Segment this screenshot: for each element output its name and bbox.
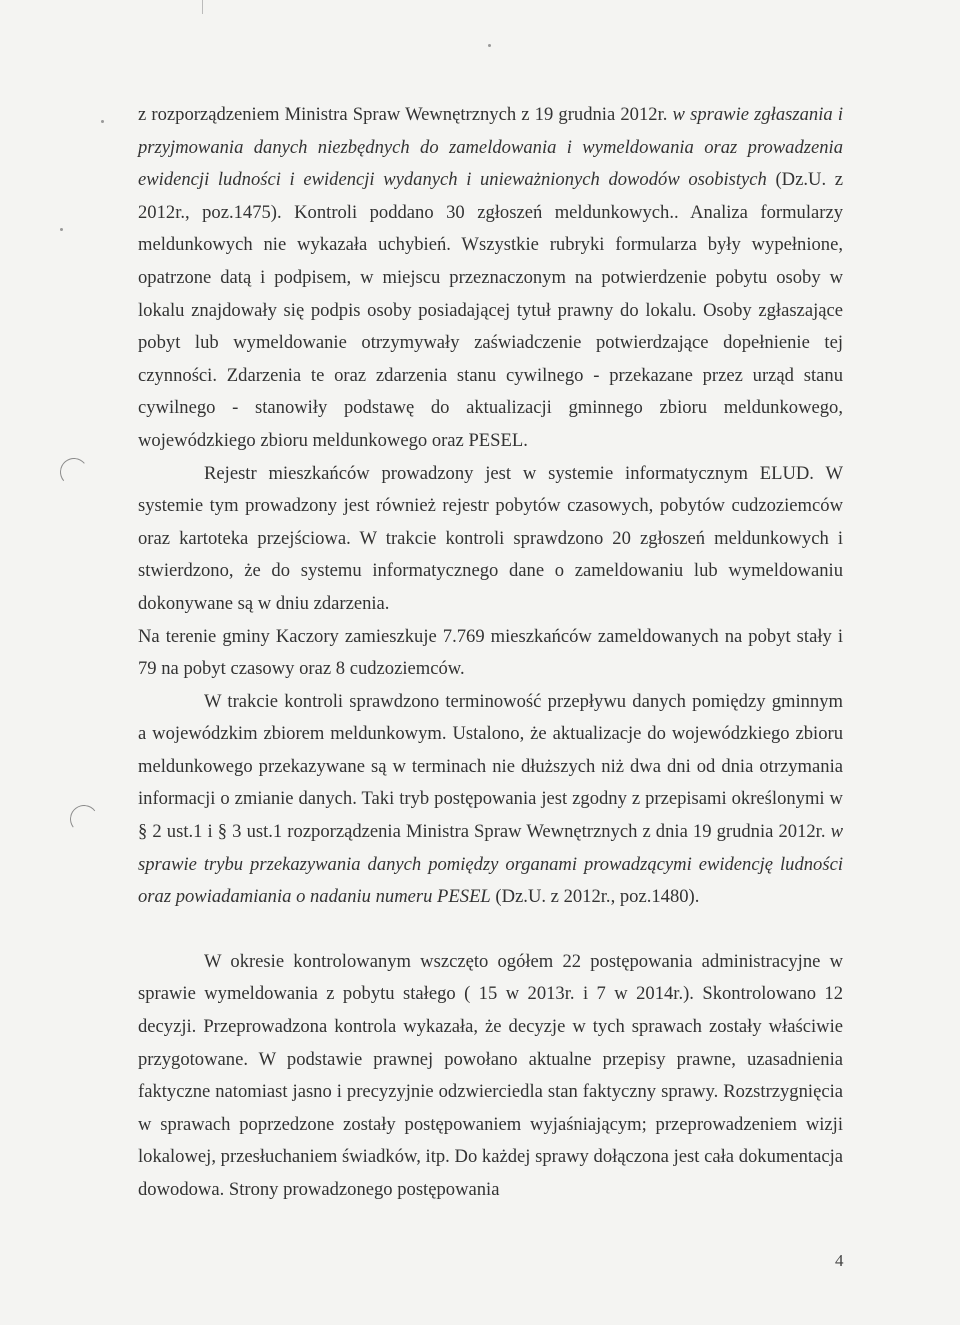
paragraph-text: z rozporządzeniem Ministra Spraw Wewnętrznych z 19 grudnia 2012r.	[138, 104, 673, 125]
paragraph-text: (Dz.U. z 2012r., poz.1475). Kontroli poddano 30 zgłoszeń meldunkowych.. Analiza formularzy meldunkowych nie wykazała uchybień. Wszystkie rubryki formularza były wypełnione, opatrzone datą i podpisem, w miejscu przeznaczonym na potwierdzenie pobytu osoby w lokalu znajdowały się podpis osoby posiadającej tytuł prawny do lokalu. Osoby zgłaszające pobyt lub wymeldowanie otrzymywały zaświadczenie potwierdzające dopełnienie tej czynności. Zdarzenia te oraz zdarzenia stanu cywilnego - przekazane przez urząd stanu cywilnego - stanowiły podstawę do aktualizacji gminnego zbioru meldunkowego, wojewódzkiego zbioru meldunkowego oraz PESEL.	[138, 169, 843, 451]
paragraph-text: Na terenie gminy Kaczory zamieszkuje 7.769 mieszkańców zameldowanych na pobyt stały i 79 na pobyt czasowy oraz 8 cudzoziemców.	[138, 625, 843, 680]
scan-dot	[101, 120, 104, 123]
paragraph-text: W okresie kontrolowanym wszczęto ogółem 22 postępowania administracyjne w sprawie wymeldowania z pobytu stałego ( 15 w 2013r. i 7 w 2014r.). Skontrolowano 12 decyzji. Przeprowadzona kontrola wykazała, że decyzje w tych sprawach zostały właściwie przygotowane. W podstawie prawnej powołano aktualne przepisy prawne, uzasadnienia faktyczne natomiast jasno i precyzyjnie odzwierciedla stan faktyczny sprawy. Rozstrzygnięcia w sprawach poprzedzone zostały postępowaniem wyjaśniającym; przeprowadzeniem wizji lokalowej, przesłuchaniem świadków, itp. Do każdej sprawy dołączona jest cała dokumentacja dowodowa. Strony prowadzonego postępowania	[138, 950, 843, 1200]
scan-dot	[60, 228, 63, 231]
paragraph	[138, 946, 843, 1207]
document-body	[138, 99, 843, 1207]
scan-edge-mark	[202, 0, 203, 14]
italic-citation: w sprawie trybu przekazywania danych pomiędzy organami prowadzącymi ewidencję ludności oraz powiadamiania o nadaniu numeru PESEL	[138, 821, 843, 908]
paragraph-text: (Dz.U. z 2012r., poz.1480).	[490, 886, 700, 908]
page-number: 4	[835, 1251, 844, 1270]
binder-hole-mark-upper	[59, 457, 89, 487]
paragraph-text: Rejestr mieszkańców prowadzony jest w systemie informatycznym ELUD. W systemie tym prowadzony jest również rejestr pobytów czasowych, pobytów cudzoziemców oraz kartoteka przejściowa. W trakcie kontroli sprawdzono 20 zgłoszeń meldunkowych i stwierdzono, że do systemu informatycznego dane o zameldowaniu lub wymeldowaniu dokonywane są w dniu zdarzenia.	[138, 462, 843, 614]
paragraph	[138, 686, 843, 914]
paragraph	[138, 99, 843, 458]
italic-citation: w sprawie zgłaszania i przyjmowania danych niezbędnych do zameldowania i wymeldowania oraz prowadzenia ewidencji ludności i ewidencji wydanych i unieważnionych dowodów osobistych	[138, 104, 843, 191]
paragraph-gap	[138, 914, 843, 946]
binder-hole-mark-lower	[68, 803, 100, 835]
scan-dot	[488, 44, 491, 47]
paragraph	[138, 621, 843, 686]
paragraph	[138, 458, 843, 621]
paragraph-text: W trakcie kontroli sprawdzono terminowość przepływu danych pomiędzy gminnym a wojewódzkim zbiorem meldunkowym. Ustalono, że aktualizacje do wojewódzkiego zbioru meldunkowego przekazywane są w terminach nie dłuższych niż dwa dni od dnia otrzymania informacji o zmianie danych. Taki tryb postępowania jest zgodny z przepisami określonymi w § 2 ust.1 i § 3 ust.1 rozporządzenia Ministra Spraw Wewnętrznych z dnia 19 grudnia 2012r.	[138, 690, 843, 843]
